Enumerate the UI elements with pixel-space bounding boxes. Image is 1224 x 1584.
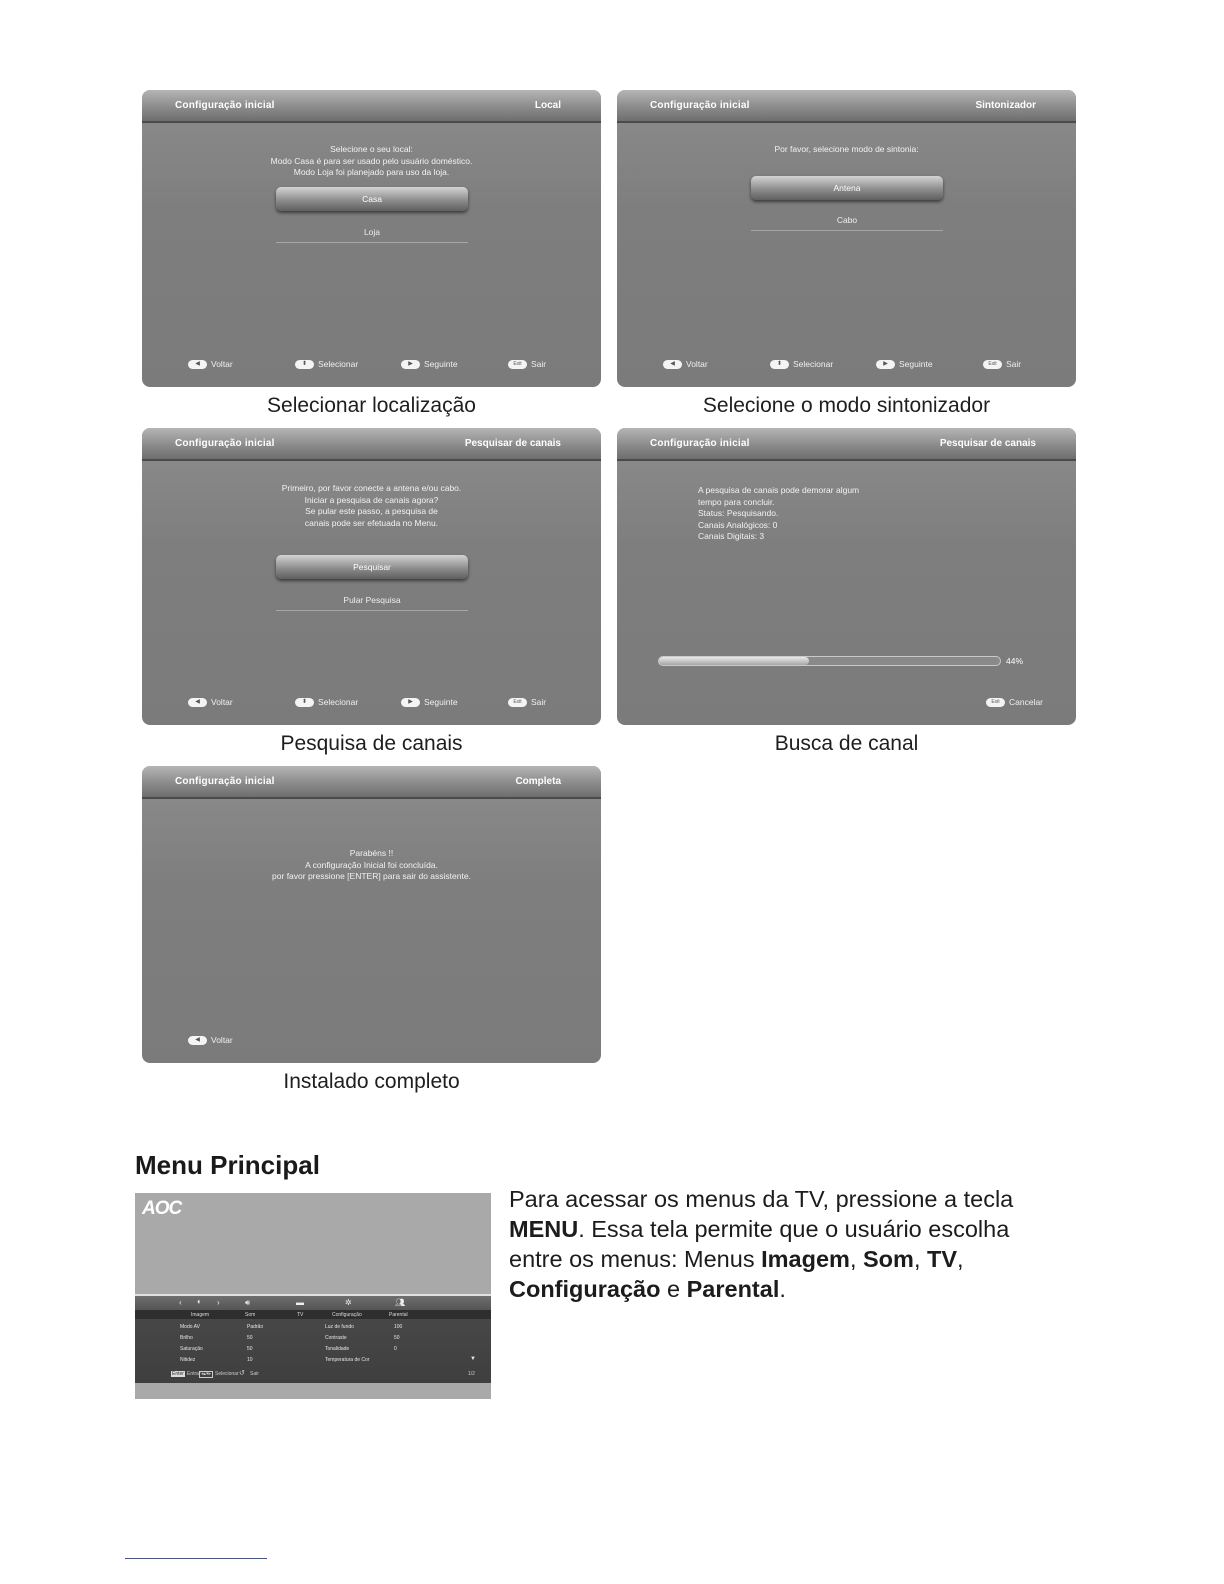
message-line: Status: Pesquisando. xyxy=(698,508,779,518)
footer-label: Cancelar xyxy=(1009,697,1044,707)
text-run: e xyxy=(660,1276,687,1302)
footer-label: Voltar xyxy=(211,359,233,369)
footer-exit[interactable] xyxy=(508,359,546,369)
text-run: , xyxy=(849,1246,863,1272)
exit-key-icon xyxy=(508,360,527,369)
screen-message xyxy=(698,485,859,543)
progress-label: 44% xyxy=(1006,656,1024,666)
message-line: Selecione o seu local: xyxy=(330,144,413,154)
tab-configuracao[interactable]: Configuração xyxy=(332,1312,362,1318)
tab-imagem[interactable]: Imagem xyxy=(191,1312,210,1318)
bold-run: Som xyxy=(863,1246,914,1272)
footer-label: Voltar xyxy=(211,697,233,707)
caption-tuner: Selecione o modo sintonizador xyxy=(702,394,991,417)
bottom-band xyxy=(135,1383,491,1399)
bold-run: Imagem xyxy=(761,1246,850,1272)
screen-header xyxy=(142,766,601,799)
message-line: canais pode ser efetuada no Menu. xyxy=(304,517,439,528)
text-run: , xyxy=(957,1246,964,1272)
message-line: Por favor, selecione modo de sintonia: xyxy=(774,144,919,154)
screen-title: Configuração inicial xyxy=(175,100,275,111)
screen-subtitle: Local xyxy=(534,100,561,111)
footer-next[interactable] xyxy=(876,359,933,369)
screen-header xyxy=(142,428,601,461)
screen-message xyxy=(142,483,601,529)
caption-search: Pesquisa de canais xyxy=(280,732,463,755)
screen-tuner xyxy=(617,90,1076,387)
progress-fill xyxy=(659,657,809,665)
message-line: tempo para concluir. xyxy=(698,496,775,507)
bold-run: MENU xyxy=(509,1216,579,1242)
footer-label: Entrar xyxy=(187,1371,201,1377)
row-label: Brilho xyxy=(180,1335,193,1341)
text-run: , xyxy=(913,1246,927,1272)
screen-complete xyxy=(142,766,601,1063)
message-line: Canais Analógicos: 0 xyxy=(698,519,778,530)
updown-key-icon xyxy=(295,360,314,369)
row-label: Modo AV xyxy=(180,1324,200,1330)
screen-subtitle: Pesquisar de canais xyxy=(464,438,561,449)
footer-next[interactable] xyxy=(401,697,458,707)
option-pular-pesquisa[interactable]: Pular Pesquisa xyxy=(276,589,468,611)
arrows-key-icon: ◂▴▾▸ xyxy=(201,1371,212,1377)
screen-header xyxy=(617,90,1076,123)
right-key-icon xyxy=(876,360,895,369)
row-value: 0 xyxy=(394,1346,397,1352)
message-line: A pesquisa de canais pode demorar algum xyxy=(698,485,860,495)
option-loja[interactable]: Loja xyxy=(276,221,468,243)
tabs-bar xyxy=(135,1310,491,1319)
row-value: 100 xyxy=(394,1324,403,1330)
footer-label: Voltar xyxy=(686,359,708,369)
message-line: Modo Loja foi planejado para uso da loja. xyxy=(293,167,450,177)
enter-key-icon: Enter xyxy=(172,1371,184,1377)
screen-title: Configuração inicial xyxy=(175,776,275,787)
chevron-right-icon[interactable]: › xyxy=(217,1298,220,1307)
footer-select[interactable] xyxy=(770,359,833,369)
footer-label: Sair xyxy=(1006,359,1022,369)
row-value: 50 xyxy=(394,1335,400,1341)
footer-select[interactable] xyxy=(295,697,358,707)
screen-scanning xyxy=(617,428,1076,725)
text-run: . xyxy=(779,1276,786,1302)
option-cabo[interactable]: Cabo xyxy=(751,209,943,231)
screen-subtitle: Pesquisar de canais xyxy=(939,438,1036,449)
row-value: 10 xyxy=(247,1357,253,1363)
footer-cancel[interactable] xyxy=(986,697,1043,707)
return-icon: ↺ xyxy=(239,1370,245,1377)
message-line: Canais Digitais: 3 xyxy=(698,531,765,541)
row-label: Luz de fundo xyxy=(325,1324,354,1330)
users-icon[interactable]: 👥︎ xyxy=(395,1298,406,1307)
footer-label: Selecionar xyxy=(318,697,359,707)
screen-title: Configuração inicial xyxy=(175,438,275,449)
footer-exit[interactable] xyxy=(983,359,1021,369)
footer-label: Selecionar xyxy=(793,359,834,369)
screen-subtitle: Completa xyxy=(515,776,561,787)
updown-key-icon xyxy=(295,698,314,707)
row-label: Tonalidade xyxy=(325,1346,350,1352)
screen-title: Configuração inicial xyxy=(650,438,750,449)
message-line: Primeiro, por favor conecte a antena e/ou cabo. xyxy=(281,483,462,493)
footer-select[interactable] xyxy=(295,359,358,369)
right-key-icon xyxy=(401,698,420,707)
option-casa[interactable]: Casa xyxy=(276,187,468,211)
section-title: Menu Principal xyxy=(135,1150,320,1180)
picture-icon[interactable]: ◐ xyxy=(197,1297,202,1306)
message-line: Modo Casa é para ser usado pelo usuário doméstico. xyxy=(270,155,473,166)
screen-subtitle: Sintonizador xyxy=(975,100,1036,111)
exit-key-icon xyxy=(986,698,1005,707)
message-line: Iniciar a pesquisa de canais agora? xyxy=(304,494,439,505)
updown-key-icon xyxy=(770,360,789,369)
tab-parental[interactable]: Parental xyxy=(389,1312,408,1318)
caption-local: Selecionar localização xyxy=(267,394,476,417)
progress-bar xyxy=(658,656,1001,666)
row-label: Nitidez xyxy=(180,1357,196,1363)
footer-label: Sair xyxy=(531,359,547,369)
bold-run: TV xyxy=(927,1246,958,1272)
message-line: Parabéns !! xyxy=(349,848,394,858)
footer-label: Seguinte xyxy=(899,359,933,369)
footer-label: Voltar xyxy=(211,1035,233,1045)
aoc-logo: AOC xyxy=(142,1198,182,1219)
scroll-down-icon[interactable]: ▼ xyxy=(470,1356,476,1362)
screen-search xyxy=(142,428,601,725)
option-pesquisar[interactable]: Pesquisar xyxy=(276,555,468,579)
footer-back[interactable] xyxy=(188,359,233,369)
footer-back[interactable] xyxy=(663,359,708,369)
row-label: Saturação xyxy=(180,1346,203,1352)
tab-som[interactable]: Som xyxy=(245,1312,256,1318)
text-run: . Essa tela permite que o usuário escolha entre os menus: Menus xyxy=(509,1216,1010,1272)
left-key-icon xyxy=(188,1036,207,1045)
screen-message xyxy=(617,144,1076,156)
row-value: 50 xyxy=(247,1335,253,1341)
footer-back[interactable] xyxy=(188,697,233,707)
menu-panel xyxy=(135,1296,491,1383)
row-label: Temperatura de Cor xyxy=(325,1357,370,1363)
text-run: Para acessar os menus da TV, pressione a tecla xyxy=(509,1186,1014,1212)
option-antena[interactable]: Antena xyxy=(751,176,943,200)
left-key-icon xyxy=(188,698,207,707)
screen-local xyxy=(142,90,601,387)
bold-run: Configuração xyxy=(509,1276,661,1302)
footer-label: Seguinte xyxy=(424,359,458,369)
screen-header xyxy=(617,428,1076,461)
menu-description xyxy=(509,1184,1069,1304)
speaker-icon[interactable]: 🔊︎ xyxy=(245,1298,251,1307)
tv-icon[interactable]: ▬ xyxy=(296,1298,304,1307)
chevron-left-icon[interactable]: ‹ xyxy=(179,1298,182,1307)
row-value: Padrão xyxy=(247,1324,264,1330)
message-line: Se pular este passo, a pesquisa de xyxy=(305,506,438,516)
tab-tv[interactable]: TV xyxy=(297,1312,304,1318)
caption-complete: Instalado completo xyxy=(283,1070,460,1093)
screen-message xyxy=(142,144,601,179)
menu-icons xyxy=(135,1298,491,1308)
exit-key-icon xyxy=(983,360,1002,369)
page-indicator: 1/2 xyxy=(468,1371,475,1377)
row-value: 50 xyxy=(247,1346,253,1352)
bold-run: Parental xyxy=(686,1276,780,1302)
footer-next[interactable] xyxy=(401,359,458,369)
row-label: Contraste xyxy=(325,1335,347,1341)
main-menu-screenshot xyxy=(135,1193,491,1399)
caption-scanning: Busca de canal xyxy=(774,732,919,755)
screen-message xyxy=(142,848,601,883)
exit-key-icon xyxy=(508,698,527,707)
footer-label: Selecionar xyxy=(215,1371,239,1377)
footer-label: Sair xyxy=(250,1371,259,1377)
screen-title: Configuração inicial xyxy=(650,100,750,111)
screen-header xyxy=(142,90,601,123)
footer-back[interactable] xyxy=(188,1035,233,1045)
footer-label: Selecionar xyxy=(318,359,359,369)
footer-label: Sair xyxy=(531,697,547,707)
footer-rule xyxy=(125,1558,267,1559)
gear-icon[interactable]: ✲ xyxy=(345,1298,352,1307)
footer-exit[interactable] xyxy=(508,697,546,707)
left-key-icon xyxy=(663,360,682,369)
message-line: por favor pressione [ENTER] para sair do assistente. xyxy=(272,871,471,881)
left-key-icon xyxy=(188,360,207,369)
message-line: A configuração Inicial foi concluída. xyxy=(305,859,438,870)
right-key-icon xyxy=(401,360,420,369)
footer-label: Seguinte xyxy=(424,697,458,707)
